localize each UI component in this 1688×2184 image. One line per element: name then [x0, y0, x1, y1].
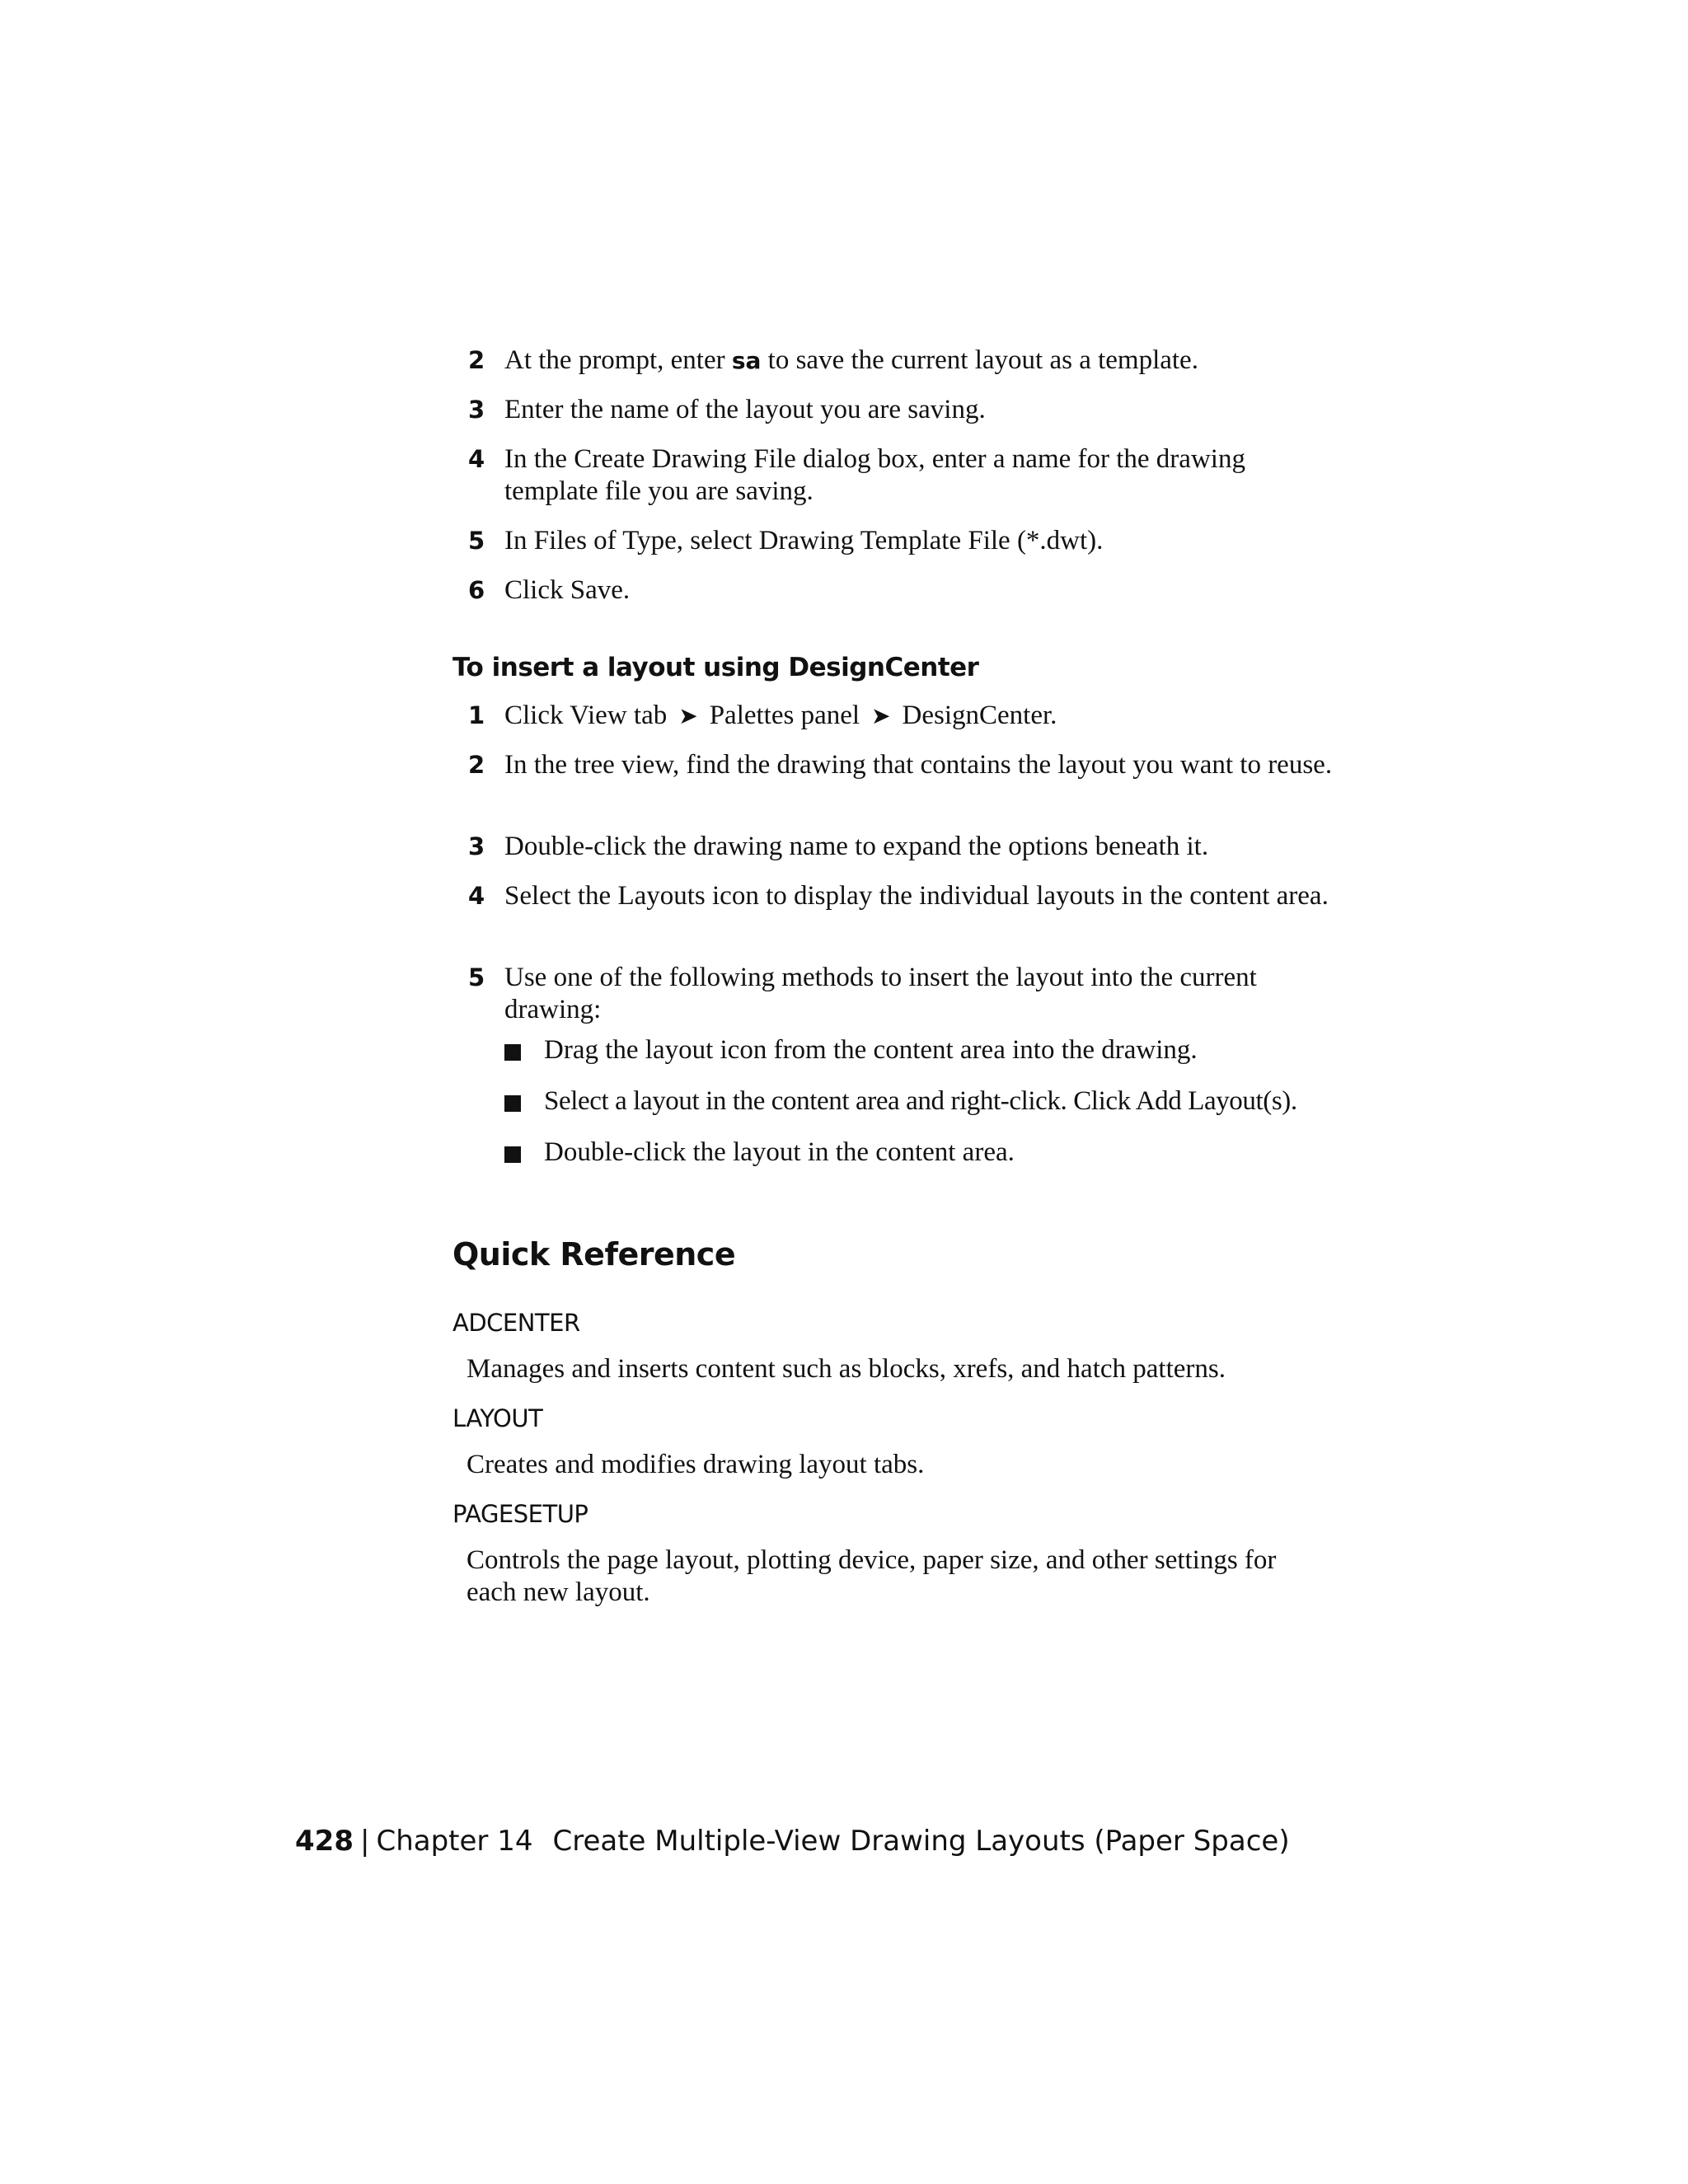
- step-text: Select the Layouts icon to display the individual layouts in the content area.: [504, 881, 1329, 911]
- footer-separator: |: [359, 1825, 370, 1858]
- step-text: Click Save.: [504, 575, 631, 605]
- step-text: At the prompt, enter sa to save the current layout as a template.: [504, 345, 1198, 375]
- page-number: 428: [295, 1825, 354, 1858]
- page-footer: [295, 1825, 1290, 1858]
- step-text: Click View tab ➤ Palettes panel ➤ DesignCenter.: [504, 701, 1057, 730]
- step-number: 2: [468, 346, 485, 374]
- bullet-text: Double-click the layout in the content area.: [544, 1137, 1015, 1167]
- step-text: Enter the name of the layout you are saving.: [504, 395, 986, 424]
- step-text: Use one of the following methods to insert the layout into the current drawing:: [504, 963, 1257, 1024]
- step-number: 2: [468, 751, 485, 779]
- step-text: In the tree view, find the drawing that contains the layout you want to reuse.: [504, 750, 1333, 780]
- step-text: Double-click the drawing name to expand the options beneath it.: [504, 832, 1209, 861]
- step-number: 5: [468, 963, 485, 991]
- step-number: 6: [468, 576, 485, 604]
- chapter-label: Chapter 14: [376, 1825, 533, 1858]
- command-description: Creates and modifies drawing layout tabs.: [467, 1450, 925, 1479]
- arrow-right-icon: ➤: [678, 702, 698, 729]
- command-name-layout: LAYOUT: [452, 1404, 543, 1432]
- bullet-square-icon: [504, 1044, 521, 1061]
- chapter-title: Create Multiple-View Drawing Layouts (Paper Space): [552, 1825, 1290, 1858]
- step-number: 4: [468, 445, 485, 473]
- step-number: 1: [468, 701, 485, 729]
- step-number: 3: [468, 396, 485, 424]
- command-description: Manages and inserts content such as blocks, xrefs, and hatch patterns.: [467, 1354, 1226, 1384]
- bullet-text: Drag the layout icon from the content area into the drawing.: [544, 1035, 1198, 1065]
- bullet-square-icon: [504, 1095, 521, 1112]
- quick-reference-heading: Quick Reference: [452, 1236, 736, 1272]
- step-number: 4: [468, 882, 485, 910]
- command-name-adcenter: ADCENTER: [452, 1309, 580, 1337]
- command-name-pagesetup: PAGESETUP: [452, 1500, 588, 1528]
- bullet-square-icon: [504, 1146, 521, 1163]
- command-description: Controls the page layout, plotting device, paper size, and other settings for each new layout.: [467, 1545, 1277, 1607]
- step-number: 5: [468, 527, 485, 555]
- command-input: sa: [731, 347, 762, 374]
- bullet-text: Select a layout in the content area and right-click. Click Add Layout(s).: [544, 1086, 1297, 1116]
- step-number: 3: [468, 832, 485, 860]
- step-text: In the Create Drawing File dialog box, enter a name for the drawing template file you are saving.: [504, 444, 1245, 506]
- step-text: In Files of Type, select Drawing Template File (*.dwt).: [504, 526, 1104, 555]
- arrow-right-icon: ➤: [871, 702, 891, 729]
- procedure-heading: To insert a layout using DesignCenter: [452, 653, 979, 682]
